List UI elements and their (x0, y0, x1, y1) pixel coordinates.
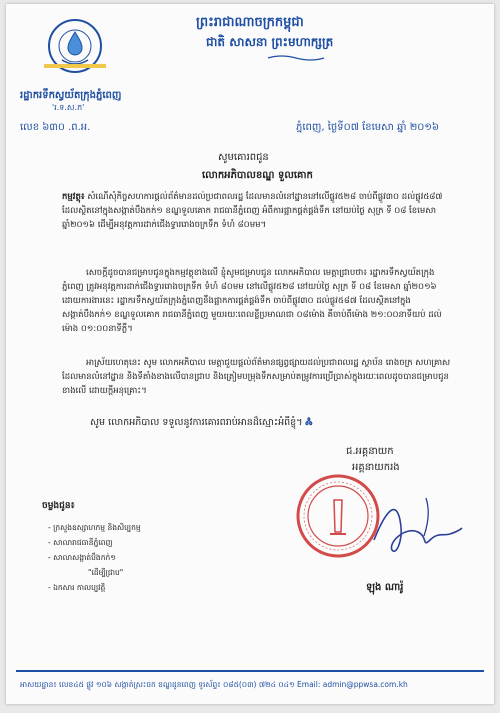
ornament-divider (266, 54, 326, 62)
salutation: សូមគោរពជូន (218, 152, 269, 163)
reference-number: លេខ ៦៣០ .ព.អ. (20, 122, 91, 133)
cc-item: - សាលាសង្កាត់បឹងកក់១ (48, 553, 116, 562)
cc-item: "ដើម្បីជ្រាប" (88, 568, 124, 577)
body-paragraph-1: សេចក្តីដូចបានជម្រាបជូនក្នុងកម្មវត្ថុខាងលើ ខ្ញុំសូមជម្រាបជូន លោកអភិបាល មេត្តាជ្រាបថា៖ រដ្ឋាករទឹកស្វយ័តក្រុងភ្នំពេញ ត្រូវអនុវត្តការដាក់ជើងទ្វាររោងចក្រទឹក ទំហំ ៨០មម នៅលើផ្លូវ៥២៨ នៅយប់ថ្ងៃ សុក្រ ទី ០៨ ខែមេសា ឆ្នាំ២០១៦ ដោយការងារនេះ រដ្ឋាករទឹកស្វយ័តក្រុងភ្នំពេញនឹងផ្អាកការផ្គត់ផ្គង់ទឹក ចាប់ពីផ្លូវ៣០ ដល់ផ្លូវ៥៨៧ ដែលស្ថិតនៅក្នុងសង្កាត់បឹងកក់១ ខណ្ឌទួលគោក រាជធានីភ្នំពេញ មួយរយៈពេលខ្លីប្រមាណជា ០៨ម៉ោង គឺចាប់ពីម៉ោង ២១:០០នាទីយប់ ដល់ម៉ោង ០១:០០នាទីភ្លឺ។ (62, 268, 442, 334)
handwritten-mark: Ꮬ (305, 417, 313, 428)
cc-item: - ក្រសួងឧស្សាហកម្ម និងសិប្បកម្ម (48, 523, 141, 532)
cc-item: - សាលារាជធានីភ្នំពេញ (48, 538, 113, 547)
cc-title: ចម្លងជូន៖ (42, 501, 75, 511)
cc-item: - ឯកសារ កាលប្បវត្តិ (48, 583, 106, 592)
footer-divider (16, 670, 484, 672)
handwritten-signature (366, 490, 466, 570)
org-abbreviation: 'រ.ទ.ស.ភ' (52, 103, 85, 112)
signatory-title-2: អគ្គនាយករង (352, 462, 400, 473)
signer-name: ឡុង ណារ៉ូ (366, 582, 404, 593)
ppwsa-logo (32, 14, 118, 78)
signatory-title-1: ជ.អគ្គនាយក (346, 446, 394, 457)
closing-text: សូម លោកអភិបាល ទទួលនូវការគោរពរាប់អានដ៏ស្មោះអំពីខ្ញុំ។ (90, 417, 303, 428)
body-paragraph-2: អាស្រ័យហេតុនេះ សូម លោកអភិបាល មេត្តាជួយផ្តល់ព័ត៌មានផ្សព្វផ្សាយដល់ប្រជាពលរដ្ឋ ស្ថាប័ន រោងចក្រ សហគ្រាស ដែលមានលំនៅដ្ឋាន និងទីតាំងខាងលើបានជ្រាប និងត្រៀមបម្រុងទឹកសម្រាប់តម្រូវការប្រើប្រាស់ក្នុងរយៈពេលដូចបានជម្រាបជូនខាងលើ ដោយក្តីអនុគ្រោះ។ (62, 358, 451, 396)
kingdom-heading: ព្រះរាជាណាចក្រកម្ពុជា (196, 15, 304, 30)
recipient: លោកអភិបាលខណ្ឌ ទួលគោក (202, 170, 313, 181)
closing-line (90, 416, 313, 430)
footer-address: អាសយដ្ឋាន៖ លេខ៤៥ ផ្លូវ ១០៦ សង្កាត់ស្រះចក ខណ្ឌដូនពេញ ទូរស័ព្ទ៖ ០៨៥(០៣) ៧២៤ ០៤១ Email: admin@ppwsa.com.kh (20, 680, 408, 689)
subject-text: សំណើសុំកិច្ចសហការផ្តល់ព័ត៌មានដល់ប្រជាពលរដ្ឋ ដែលមានលំនៅដ្ឋាននៅលើផ្លូវ៥២៨ ចាប់ពីផ្លូវ៣០ ដល់ផ្លូវ៥៨៧ ដែលស្ថិតនៅក្នុងសង្កាត់បឹងកក់១ ខណ្ឌទួលគោក រាជធានីភ្នំពេញ អំពីការផ្អាកផ្គត់ផ្គង់ទឹក នៅយប់ថ្ងៃ សុក្រ ទី ០៨ ខែមេសា ឆ្នាំ២០១៦ ដើម្បីអនុវត្តការដាក់ជើងទ្វាររោងចក្រទឹក ទំហំ ៨០មម។ (62, 192, 443, 230)
national-motto: ជាតិ សាសនា ព្រះមហាក្សត្រ (206, 35, 334, 49)
cc-list (48, 520, 141, 595)
subject-block (62, 190, 452, 232)
subject-label: កម្មវត្ថុ៖ (62, 192, 85, 202)
letter-date: ភ្នំពេញ, ថ្ងៃទី០៧ ខែមេសា ឆ្នាំ ២០១៦ (296, 122, 439, 133)
org-name: រដ្ឋាករទឹកស្វយ័តក្រុងភ្នំពេញ (20, 90, 122, 101)
letter-page (6, 4, 494, 704)
